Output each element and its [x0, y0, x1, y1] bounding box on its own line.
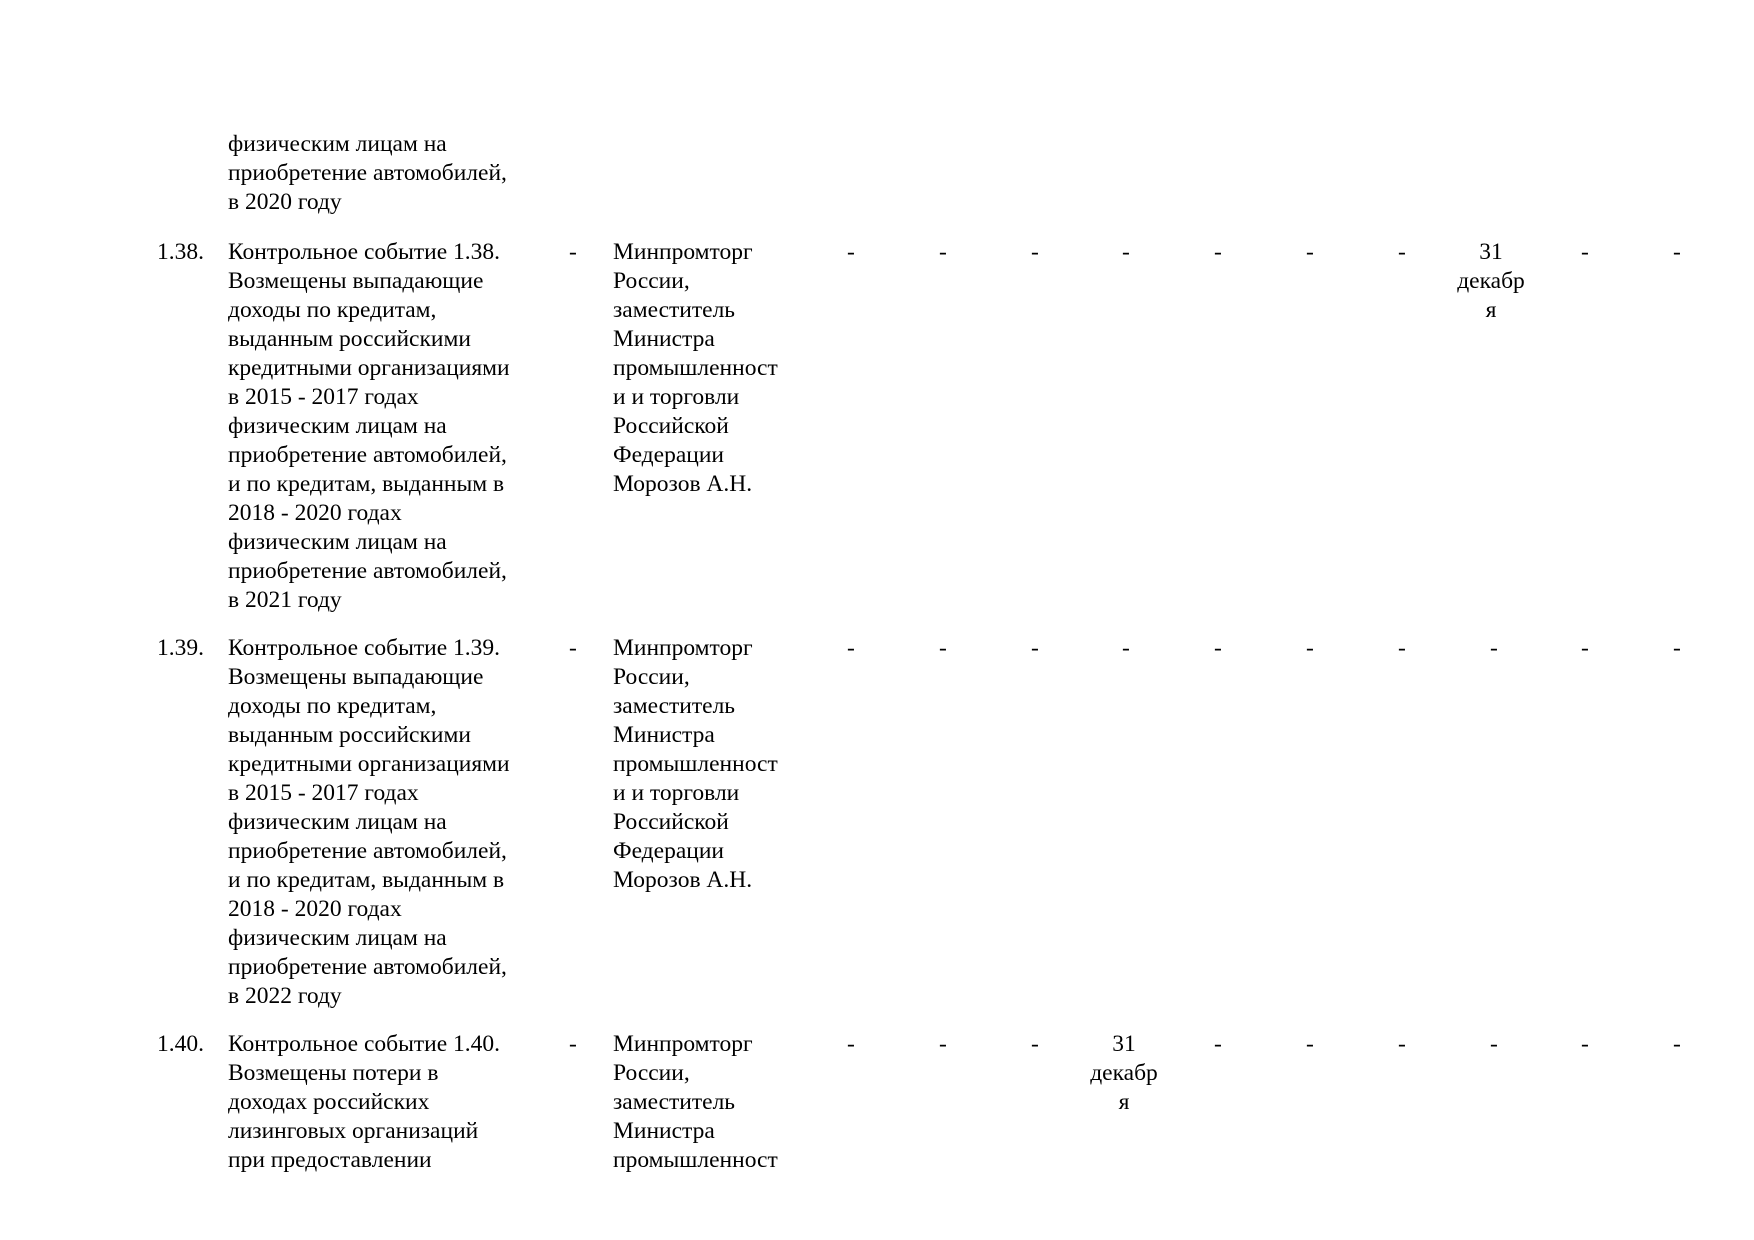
col3-value: -	[569, 635, 577, 661]
q-cell-10: -	[1673, 635, 1681, 661]
event-description: Контрольное событие 1.38. Возмещены выпадающие доходы по кредитам, выданным российскими кредитными организациями в 2015 - 2017 годах физическим лицам на приобретение автомобилей, и по кредитам, выданным в 2018 - 2020 годах физическим лицам на приобретение автомобилей, в 2021 году	[228, 239, 510, 613]
q-cell-4: -	[1122, 239, 1130, 265]
q-cell-8: -	[1490, 635, 1498, 661]
q-cell-6: -	[1306, 635, 1314, 661]
responsible-executor: Минпромторг России, заместитель Министра промышленност	[613, 1031, 778, 1173]
q-cell-7: -	[1398, 239, 1406, 265]
q-cell-1: -	[847, 635, 855, 661]
continued-event-text: физическим лицам на приобретение автомобилей, в 2020 году	[228, 131, 507, 215]
q-cell-8-date: 31 декабр я	[1457, 239, 1525, 323]
q-cell-5: -	[1214, 635, 1222, 661]
q-cell-4: -	[1122, 635, 1130, 661]
q-cell-10: -	[1673, 1031, 1681, 1057]
col3-value: -	[569, 239, 577, 265]
q-cell-9: -	[1581, 635, 1589, 661]
event-description: Контрольное событие 1.40. Возмещены потери в доходах российских лизинговых организаций при предоставлении	[228, 1031, 501, 1173]
responsible-executor: Минпромторг России, заместитель Министра промышленност и и торговли Российской Федерации Морозов А.Н.	[613, 239, 778, 497]
q-cell-7: -	[1398, 1031, 1406, 1057]
q-cell-6: -	[1306, 239, 1314, 265]
responsible-executor: Минпромторг России, заместитель Министра промышленност и и торговли Российской Федерации Морозов А.Н.	[613, 635, 778, 893]
q-cell-3: -	[1031, 239, 1039, 265]
q-cell-1: -	[847, 1031, 855, 1057]
q-cell-7: -	[1398, 635, 1406, 661]
q-cell-2: -	[939, 1031, 947, 1057]
col3-value: -	[569, 1031, 577, 1057]
q-cell-1: -	[847, 239, 855, 265]
q-cell-2: -	[939, 239, 947, 265]
q-cell-5: -	[1214, 1031, 1222, 1057]
q-cell-9: -	[1581, 239, 1589, 265]
q-cell-8: -	[1490, 1031, 1498, 1057]
row-number: 1.40.	[157, 1031, 204, 1057]
event-description: Контрольное событие 1.39. Возмещены выпадающие доходы по кредитам, выданным российскими кредитными организациями в 2015 - 2017 годах физическим лицам на приобретение автомобилей, и по кредитам, выданным в 2018 - 2020 годах физическим лицам на приобретение автомобилей, в 2022 году	[228, 635, 510, 1009]
q-cell-9: -	[1581, 1031, 1589, 1057]
q-cell-10: -	[1673, 239, 1681, 265]
row-number: 1.39.	[157, 635, 204, 661]
q-cell-6: -	[1306, 1031, 1314, 1057]
q-cell-3: -	[1031, 635, 1039, 661]
row-number: 1.38.	[157, 239, 204, 265]
q-cell-2: -	[939, 635, 947, 661]
q-cell-3: -	[1031, 1031, 1039, 1057]
q-cell-5: -	[1214, 239, 1222, 265]
q-cell-4-date: 31 декабр я	[1090, 1031, 1158, 1115]
